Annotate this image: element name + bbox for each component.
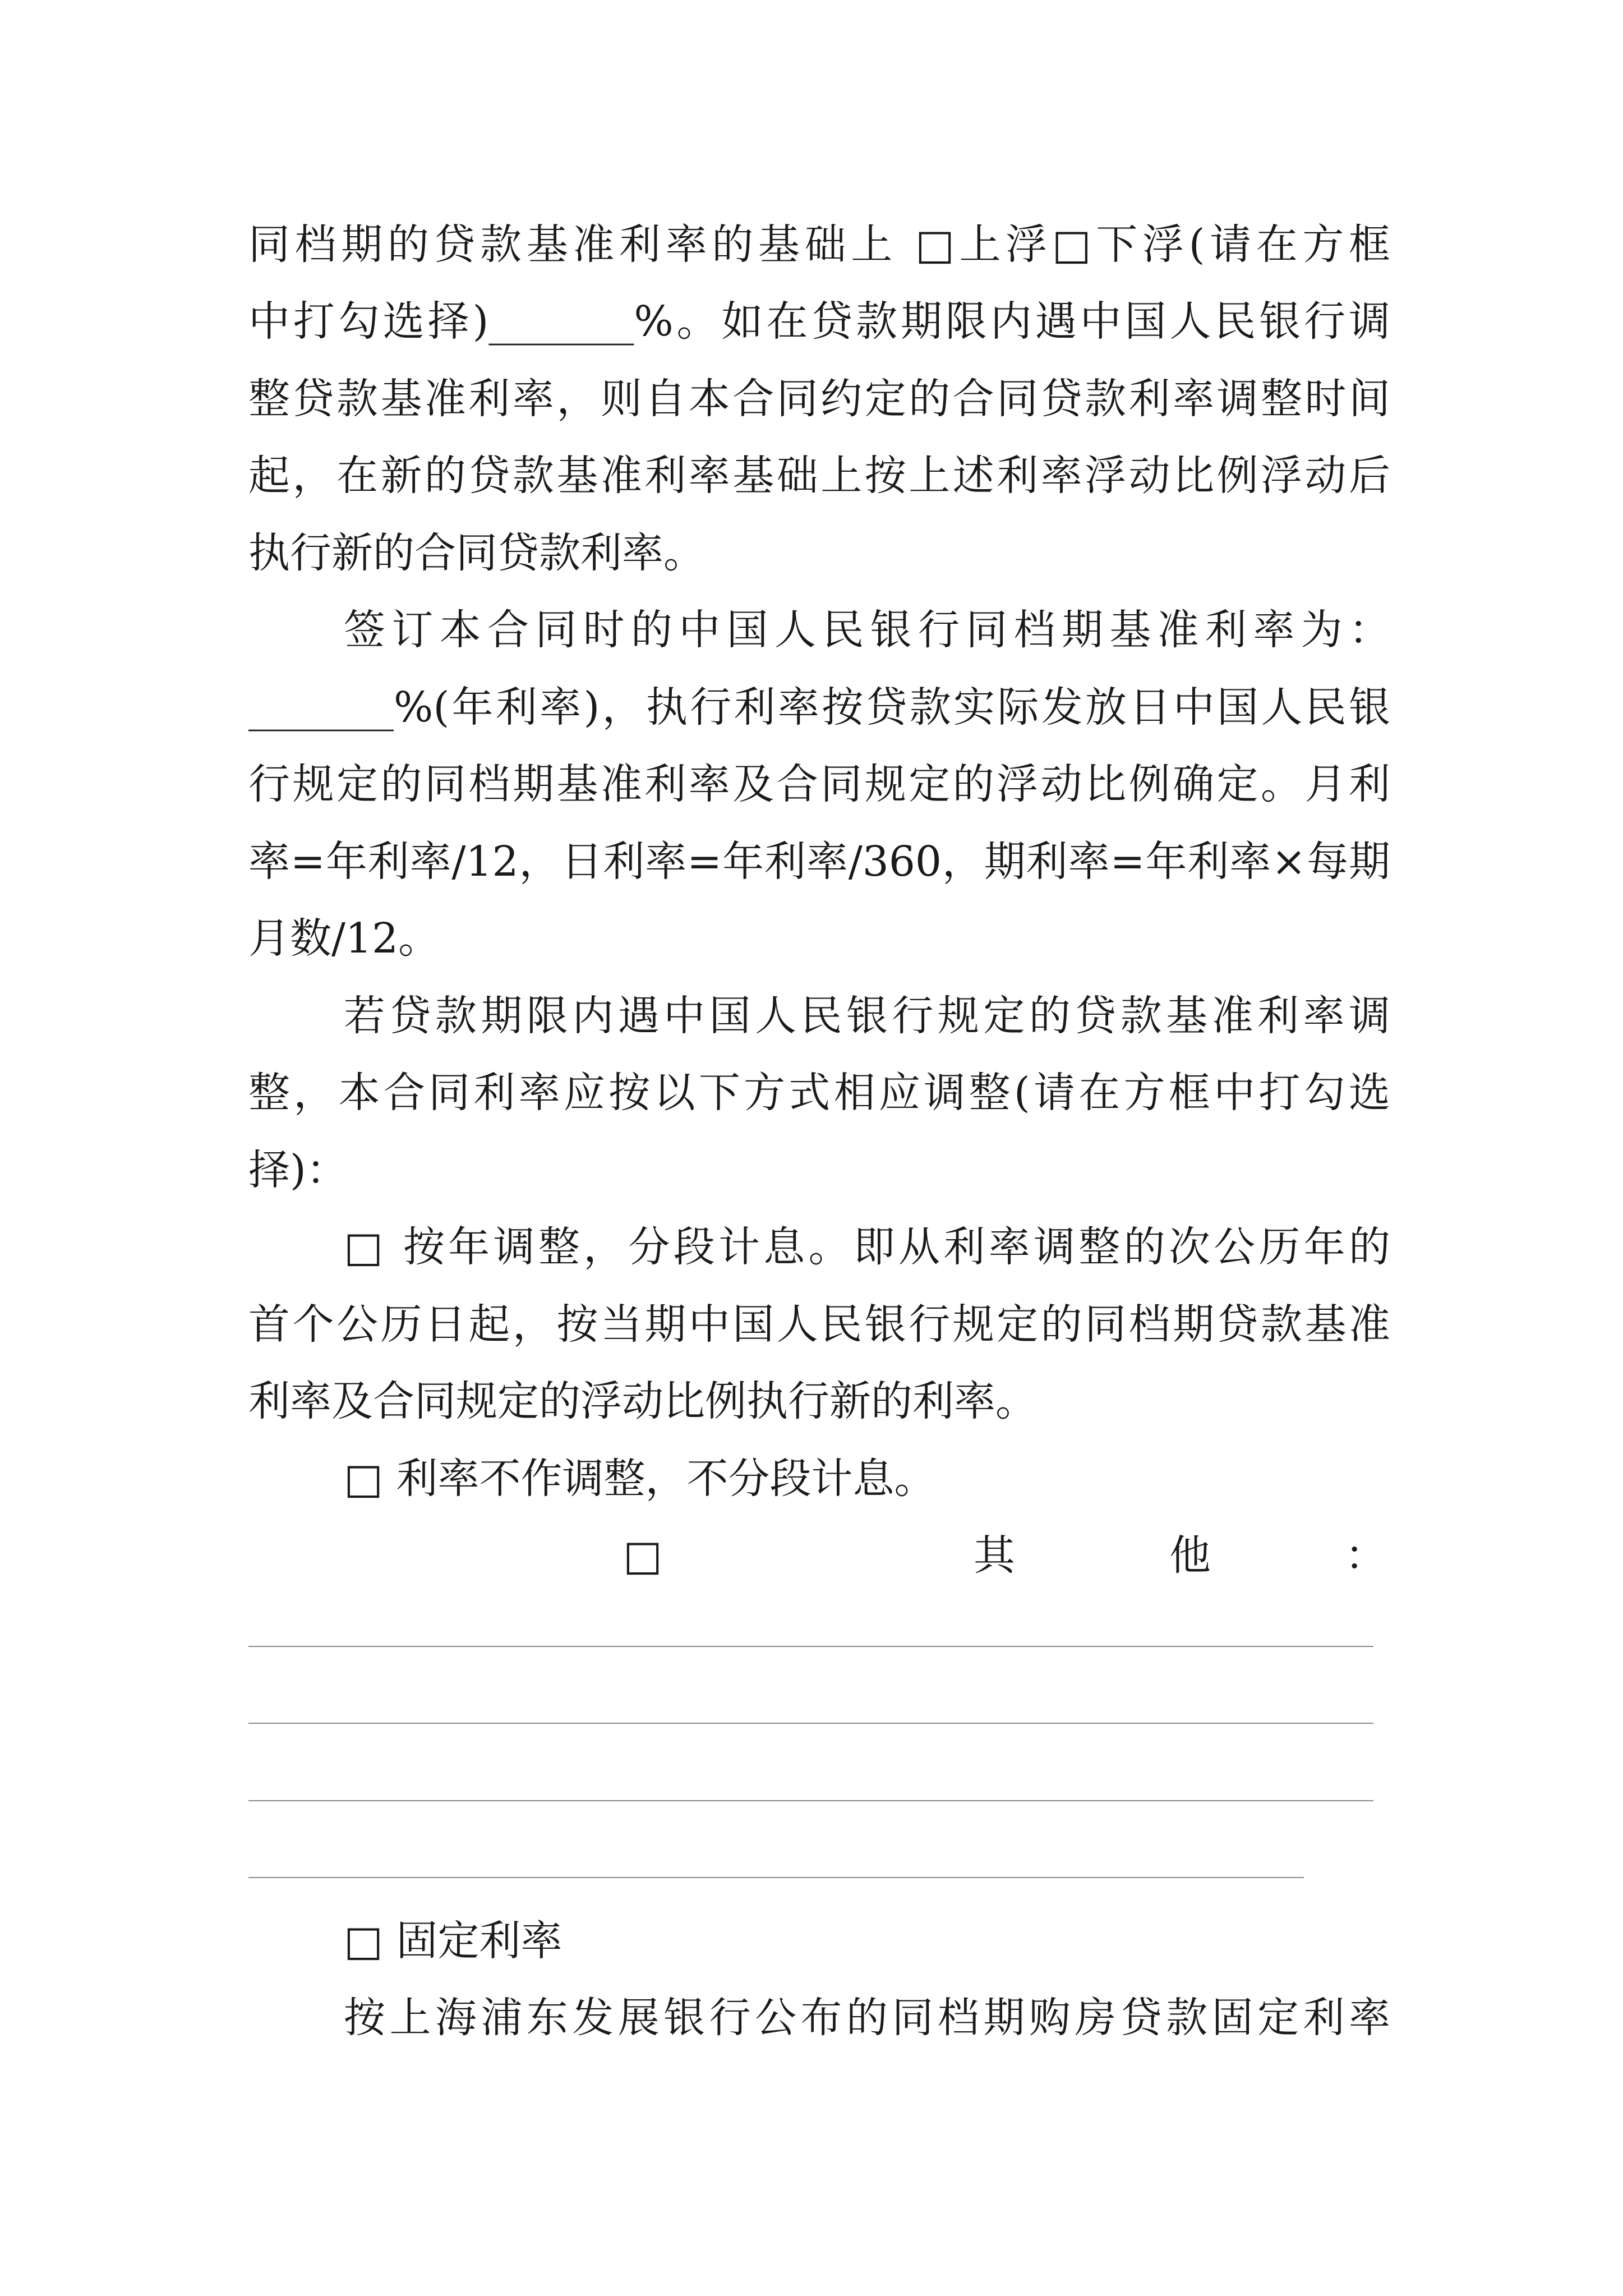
option-yearly-line-3: 利率及合同规定的浮动比例执行新的利率。: [248, 1377, 1037, 1425]
adjustment-line-3: 择)：: [248, 1146, 348, 1194]
rate-float-line-2: 中打勾选择)_______%。如在贷款期限内遇中国人民银行调: [248, 297, 1390, 346]
rate-float-line-5: 执行新的合同贷款利率。: [248, 529, 705, 577]
option-other-checkbox: □: [623, 1531, 662, 1580]
signing-rate-line-1: 签订本合同时的中国人民银行同档期基准利率为：: [344, 606, 1390, 654]
option-other-label-a: 其: [974, 1531, 1015, 1580]
signing-rate-line-3: 行规定的同档期基准利率及合同规定的浮动比例确定。月利: [248, 760, 1390, 808]
signing-rate-line-2: _______%(年利率)，执行利率按贷款实际发放日中国人民银: [248, 683, 1390, 731]
option-yearly-line-2: 首个公历日起，按当期中国人民银行规定的同档期贷款基准: [248, 1300, 1390, 1349]
blank-rule-2: [248, 1723, 1373, 1724]
option-other-label-b: 他: [1169, 1531, 1211, 1580]
option-other-line: [248, 1527, 1390, 1584]
option-yearly-line-1: □ 按年调整，分段计息。即从利率调整的次公历年的: [344, 1223, 1390, 1271]
rate-float-line-3: 整贷款基准利率，则自本合同约定的合同贷款利率调整时间: [248, 375, 1390, 423]
signing-rate-line-5: 月数/12。: [248, 914, 440, 963]
blank-rule-1: [248, 1646, 1373, 1647]
adjustment-line-1: 若贷款期限内遇中国人民银行规定的贷款基准利率调: [344, 992, 1390, 1040]
rate-float-line-4: 起，在新的贷款基准利率基础上按上述利率浮动比例浮动后: [248, 452, 1390, 500]
blank-rule-3: [248, 1800, 1373, 1801]
adjustment-line-2: 整，本合同利率应按以下方式相应调整(请在方框中打勾选: [248, 1069, 1390, 1117]
blank-rule-4: [248, 1877, 1304, 1878]
signing-rate-line-4: 率=年利率/12，日利率=年利率/360，期利率=年利率×每期: [248, 838, 1390, 886]
option-other-colon: ：: [1345, 1531, 1386, 1580]
rate-float-line-1: 同档期的贷款基准利率的基础上 □上浮□下浮(请在方框: [248, 220, 1390, 269]
option-no-adjust-line-1: □ 利率不作调整，不分段计息。: [344, 1455, 936, 1503]
fixed-rate-line-2: 按上海浦东发展银行公布的同档期购房贷款固定利率: [344, 1994, 1390, 2042]
fixed-rate-line-1: □ 固定利率: [344, 1917, 562, 1965]
